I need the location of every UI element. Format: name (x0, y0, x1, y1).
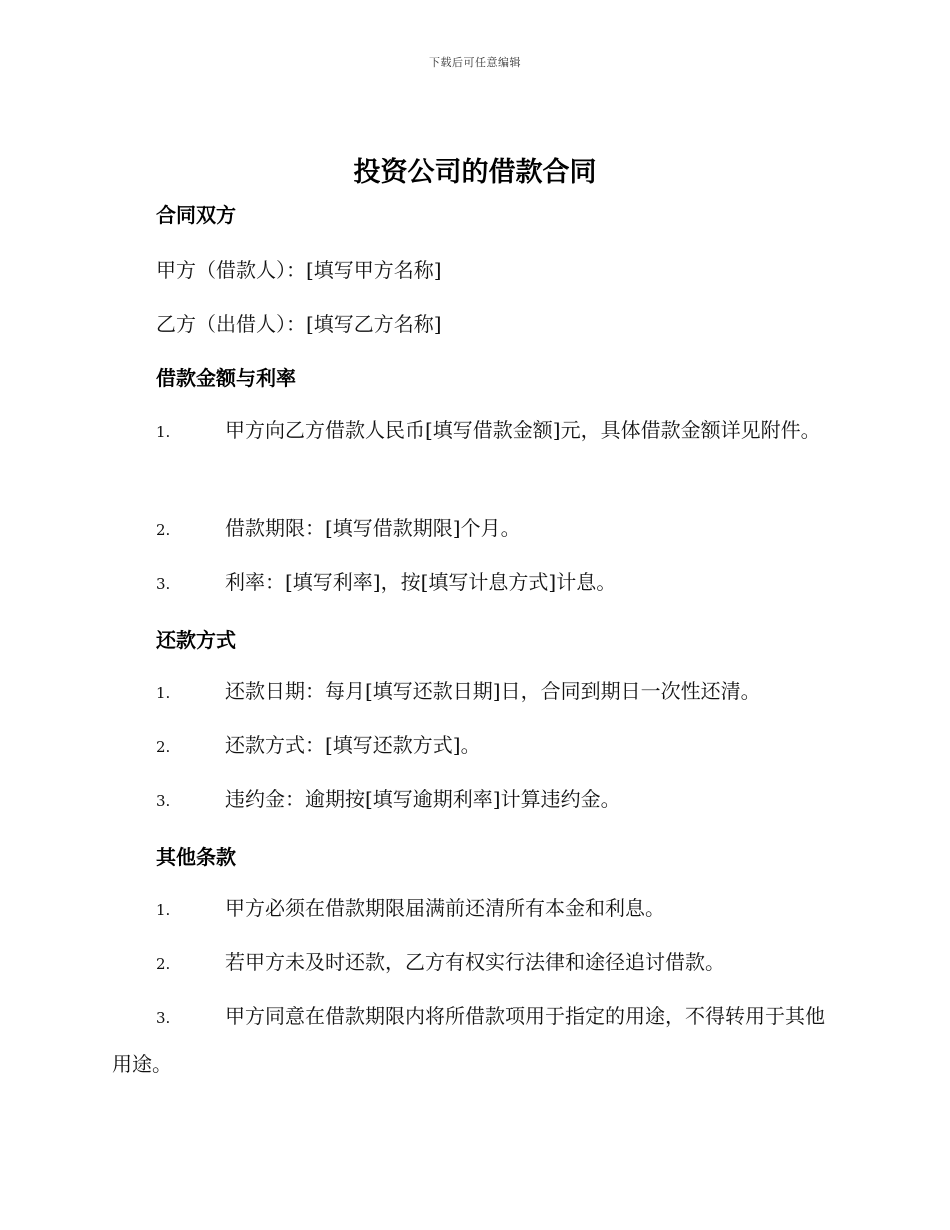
list-item-number: 1. (156, 423, 171, 441)
list-item-number: 1. (156, 684, 171, 702)
list-item-text: 甲方向乙方借款人民币[填写借款金额]元，具体借款金额详见附件。 (225, 418, 821, 442)
section-heading-amount-rate: 借款金额与利率 (156, 366, 296, 390)
list-item (112, 885, 842, 933)
list-item-text: 还款日期：每月[填写还款日期]日，合同到期日一次性还清。 (225, 679, 761, 703)
list-item-text: 还款方式：[填写还款方式]。 (225, 733, 481, 757)
section-heading-repayment: 还款方式 (156, 628, 236, 652)
list-item (112, 407, 842, 455)
list-item (112, 776, 842, 824)
list-item-text: 借款期限：[填写借款期限]个月。 (225, 516, 521, 540)
section-heading-parties: 合同双方 (156, 203, 236, 227)
document-title: 投资公司的借款合同 (353, 157, 597, 188)
list-item-text: 甲方必须在借款期限届满前还清所有本金和利息。 (225, 896, 665, 920)
section-heading-other-terms: 其他条款 (156, 845, 236, 869)
party-a-line: 甲方（借款人）：[填写甲方名称] (156, 258, 442, 282)
list-item-number: 2. (156, 521, 171, 539)
list-item-text: 甲方同意在借款期限内将所借款项用于指定的用途，不得转用于其他用途。 (112, 1004, 825, 1076)
party-b-line: 乙方（出借人）：[填写乙方名称] (156, 312, 442, 336)
list-item (112, 993, 842, 1087)
list-item (112, 722, 842, 770)
list-item-number: 2. (156, 955, 171, 973)
list-item-text: 若甲方未及时还款，乙方有权实行法律和途径追讨借款。 (225, 950, 725, 974)
list-item (112, 505, 842, 553)
list-item-text: 利率：[填写利率]，按[填写计息方式]计息。 (225, 570, 617, 594)
list-item-number: 3. (156, 792, 171, 810)
list-item-number: 3. (156, 575, 171, 593)
list-item (112, 668, 842, 716)
list-item (112, 559, 842, 607)
list-item-number: 2. (156, 738, 171, 756)
list-item-number: 1. (156, 901, 171, 919)
list-item-text: 违约金：逾期按[填写逾期利率]计算违约金。 (225, 787, 621, 811)
header-note: 下载后可任意编辑 (429, 56, 521, 69)
list-item (112, 939, 842, 987)
list-item-number: 3. (156, 1009, 171, 1027)
